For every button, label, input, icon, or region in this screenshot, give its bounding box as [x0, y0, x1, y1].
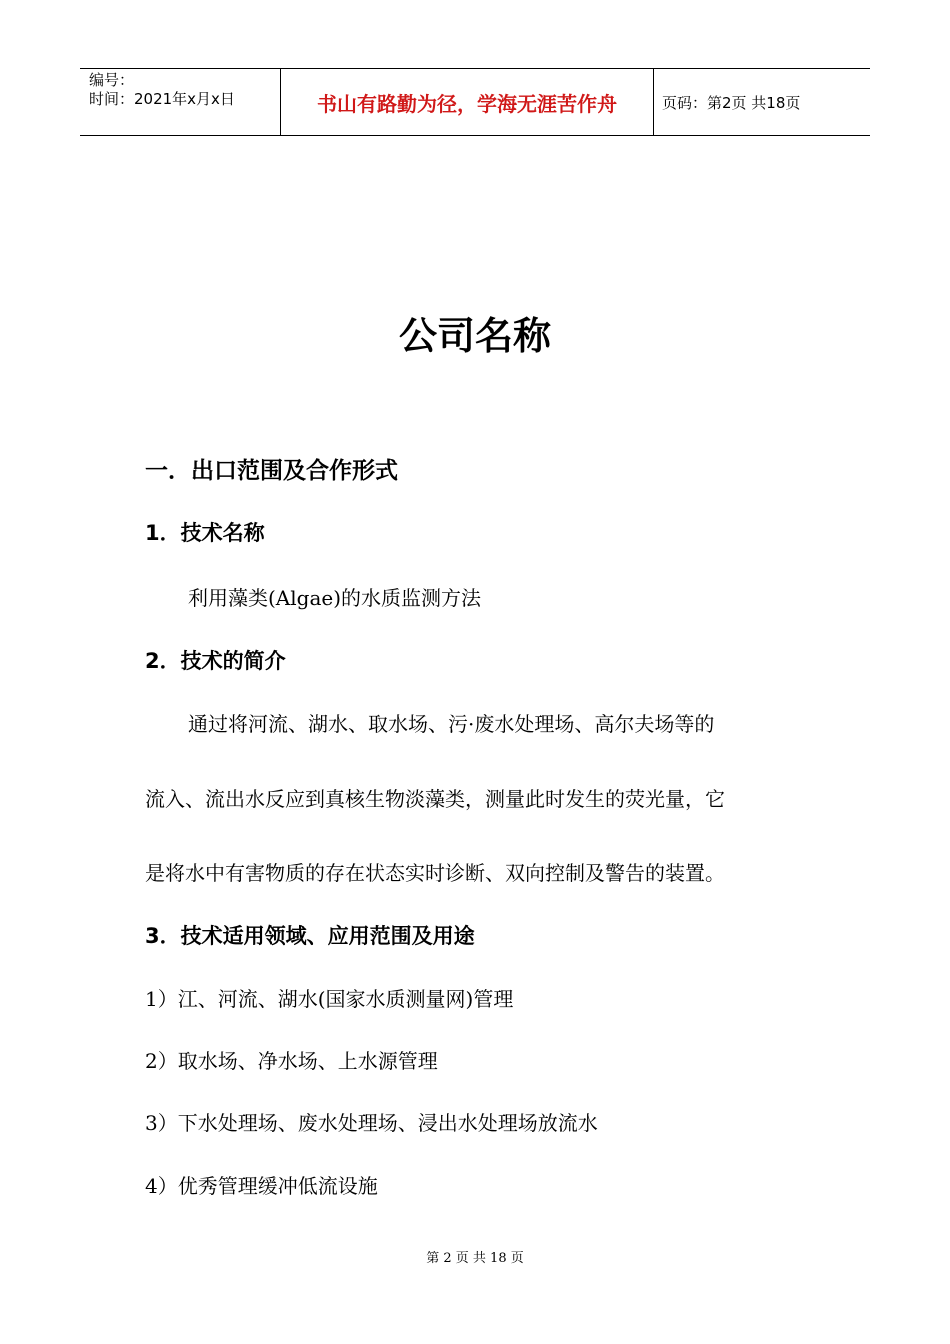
item2-line-1: 通过将河流、湖水、取水场、污·废水处理场、高尔夫场等的 — [188, 712, 715, 736]
list-item: 1）江、河流、湖水(国家水质测量网)管理 — [145, 987, 514, 1011]
item2-line-2: 流入、流出水反应到真核生物淡藻类，测量此时发生的荧光量，它 — [145, 787, 725, 811]
document-title: 公司名称 — [398, 314, 551, 358]
list-item: 2）取水场、净水场、上水源管理 — [145, 1049, 438, 1073]
list-item: 3）下水处理场、废水处理场、浸出水处理场放流水 — [145, 1111, 598, 1135]
header-page-info: 页码：第2页 共18页 — [662, 93, 801, 112]
header-meta-cell — [80, 69, 281, 135]
item1-heading: 1．技术名称 — [145, 521, 265, 545]
time-label: 时间：2021年x月x日 — [89, 90, 235, 108]
list-item: 4）优秀管理缓冲低流设施 — [145, 1174, 378, 1198]
item2-line-3: 是将水中有害物质的存在状态实时诊断、双向控制及警告的装置。 — [145, 861, 725, 885]
item3-heading: 3．技术适用领域、应用范围及用途 — [145, 924, 475, 948]
section-heading: 一．出口范围及合作形式 — [145, 458, 398, 484]
header-motto: 书山有路勤为径，学海无涯苦作舟 — [281, 69, 654, 135]
number-label: 编号： — [89, 71, 135, 89]
item1-text: 利用藻类(Algae)的水质监测方法 — [188, 586, 482, 610]
item2-heading: 2．技术的简介 — [145, 649, 286, 673]
page-footer: 第 2 页 共 18 页 — [426, 1251, 524, 1266]
header-table — [80, 68, 870, 136]
